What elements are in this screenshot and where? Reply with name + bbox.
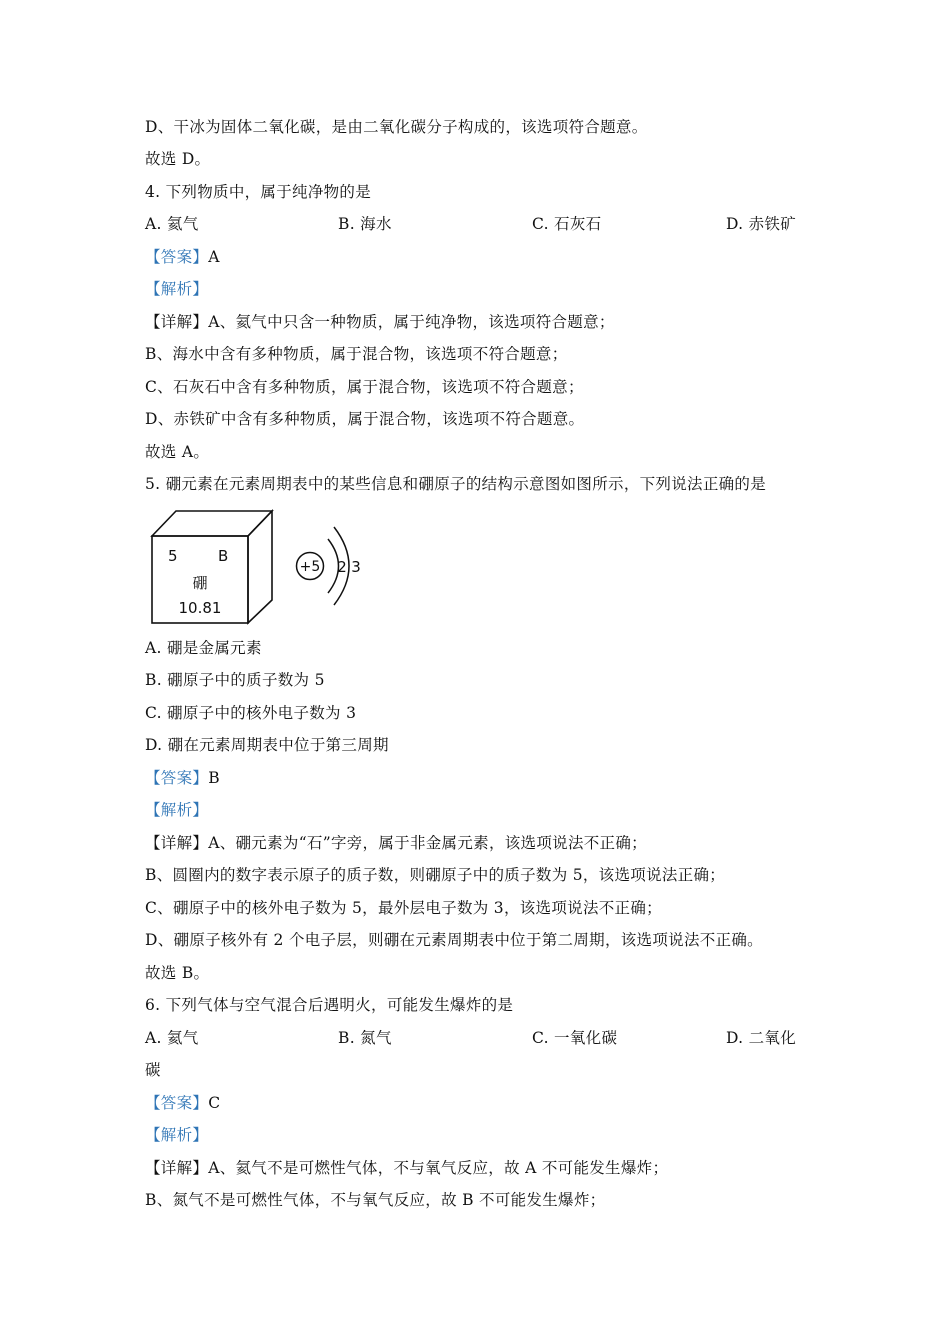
q4-detail-a bbox=[145, 311, 615, 333]
q4-option-b: B. 海水 bbox=[338, 215, 392, 233]
q4-answer bbox=[145, 246, 220, 268]
answer-tag: 【答案】 bbox=[145, 1094, 209, 1112]
q4-detail-b: B、海水中含有多种物质，属于混合物，该选项不符合题意； bbox=[145, 345, 568, 363]
q5-option-c: C. 硼原子中的核外电子数为 3 bbox=[145, 704, 357, 722]
analysis-tag: 【解析】 bbox=[145, 280, 209, 298]
q6-option-d: D. 二氧化 bbox=[726, 1029, 797, 1047]
analysis-tag: 【解析】 bbox=[145, 801, 209, 819]
detail-tag: 【详解】 bbox=[145, 1159, 209, 1177]
q3-detail-d: D、干冰为固体二氧化碳，是由二氧化碳分子构成的，该选项符合题意。 bbox=[145, 118, 648, 136]
electron-shell-2-count: 3 bbox=[351, 558, 361, 576]
answer-value: A bbox=[208, 248, 220, 266]
q6-option-b: B. 氮气 bbox=[338, 1029, 392, 1047]
q6-option-a: A. 氦气 bbox=[145, 1029, 199, 1047]
q4-detail-c: C、石灰石中含有多种物质，属于混合物，该选项不符合题意； bbox=[145, 378, 584, 396]
analysis-tag: 【解析】 bbox=[145, 1126, 209, 1144]
q6-detail-a bbox=[145, 1157, 668, 1179]
q5-question: 5. 硼元素在元素周期表中的某些信息和硼原子的结构示意图如图所示，下列说法正确的是 bbox=[145, 475, 767, 493]
q6-option-d-wrap: 碳 bbox=[145, 1061, 161, 1079]
element-atomic-mass: 10.81 bbox=[178, 599, 222, 617]
q5-detail-b: B、圆圈内的数字表示原子的质子数，则硼原子中的质子数为 5，该选项说法正确； bbox=[145, 866, 726, 884]
q6-options bbox=[145, 1027, 815, 1049]
q5-detail-c: C、硼原子中的核外电子数为 5，最外层电子数为 3，该选项说法不正确； bbox=[145, 899, 662, 917]
answer-tag: 【答案】 bbox=[145, 769, 209, 787]
detail-text: A、硼元素为“石”字旁，属于非金属元素，该选项说法不正确； bbox=[208, 834, 647, 852]
q6-detail-b: B、氮气不是可燃性气体，不与氧气反应，故 B 不可能发生爆炸； bbox=[145, 1191, 606, 1209]
q4-option-c: C. 石灰石 bbox=[532, 215, 602, 233]
q5-detail-a bbox=[145, 832, 647, 854]
q4-option-a: A. 氦气 bbox=[145, 215, 199, 233]
detail-text: A、氦气中只含一种物质，属于纯净物，该选项符合题意； bbox=[208, 313, 615, 331]
q5-option-b: B. 硼原子中的质子数为 5 bbox=[145, 671, 325, 689]
element-name: 硼 bbox=[192, 574, 208, 592]
q4-question: 4. 下列物质中，属于纯净物的是 bbox=[145, 183, 372, 201]
q4-option-d: D. 赤铁矿 bbox=[726, 215, 797, 233]
nucleus-charge: +5 bbox=[299, 559, 321, 575]
detail-text: A、氦气不是可燃性气体，不与氧气反应，故 A 不可能发生爆炸； bbox=[208, 1159, 669, 1177]
q4-analysis bbox=[145, 278, 208, 300]
atom-structure bbox=[297, 527, 361, 605]
q5-conclusion: 故选 B。 bbox=[145, 964, 210, 982]
q6-question: 6. 下列气体与空气混合后遇明火，可能发生爆炸的是 bbox=[145, 996, 514, 1014]
q5-answer bbox=[145, 767, 220, 789]
detail-tag: 【详解】 bbox=[145, 834, 209, 852]
element-atomic-number: 5 bbox=[168, 547, 178, 565]
element-symbol: B bbox=[218, 547, 229, 565]
q5-analysis bbox=[145, 799, 208, 821]
electron-shell-1-count: 2 bbox=[337, 558, 347, 576]
q4-detail-d: D、赤铁矿中含有多种物质，属于混合物，该选项不符合题意。 bbox=[145, 410, 585, 428]
q6-answer bbox=[145, 1092, 220, 1114]
answer-value: C bbox=[208, 1094, 221, 1112]
q4-options bbox=[145, 213, 815, 235]
detail-tag: 【详解】 bbox=[145, 313, 209, 331]
q5-detail-d: D、硼原子核外有 2 个电子层，则硼在元素周期表中位于第二周期，该选项说法不正确。 bbox=[145, 931, 763, 949]
q5-option-a: A. 硼是金属元素 bbox=[145, 639, 262, 657]
q4-conclusion: 故选 A。 bbox=[145, 443, 210, 461]
q5-option-d: D. 硼在元素周期表中位于第三周期 bbox=[145, 736, 389, 754]
q3-conclusion: 故选 D。 bbox=[145, 150, 211, 168]
q6-option-c: C. 一氧化碳 bbox=[532, 1029, 618, 1047]
q6-analysis bbox=[145, 1124, 208, 1146]
answer-value: B bbox=[208, 769, 220, 787]
boron-diagram bbox=[150, 505, 380, 630]
answer-tag: 【答案】 bbox=[145, 248, 209, 266]
